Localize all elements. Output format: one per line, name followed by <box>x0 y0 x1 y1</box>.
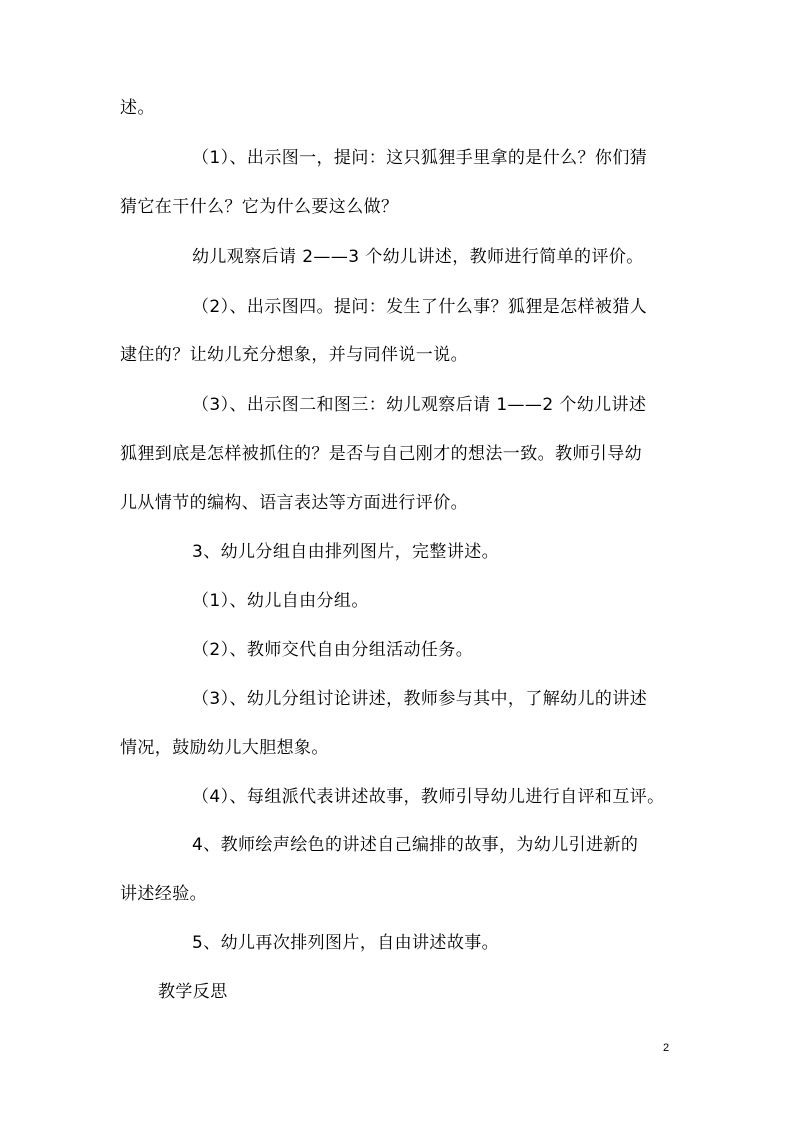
page-number: 2 <box>663 1042 670 1054</box>
text-line-2: （1）、出示图一，提问：这只狐狸手里拿的是什么？你们猜 <box>192 148 648 168</box>
text-line-12: （2）、教师交代自由分组活动任务。 <box>192 640 474 660</box>
text-line-5: （2）、出示图四。提问：发生了什么事？狐狸是怎样被猎人 <box>192 297 648 317</box>
text-line-1: 述。 <box>120 98 155 118</box>
text-line-6: 逮住的？让幼儿充分想象，并与同伴说一说。 <box>120 345 468 365</box>
text-line-8: 狐狸到底是怎样被抓住的？是否与自己刚才的想法一致。教师引导幼 <box>120 444 642 464</box>
text-line-18: 5、幼儿再次排列图片，自由讲述故事。 <box>192 933 500 953</box>
text-line-17: 讲述经验。 <box>120 884 207 904</box>
text-line-9: 儿从情节的编构、语言表达等方面进行评价。 <box>120 493 468 513</box>
text-line-7: （3）、出示图二和图三：幼儿观察后请 1——2 个幼儿讲述 <box>192 395 647 415</box>
text-line-4: 幼儿观察后请 2——3 个幼儿讲述，教师进行简单的评价。 <box>192 247 644 267</box>
text-line-15: （4）、每组派代表讲述故事，教师引导幼儿进行自评和互评。 <box>192 787 665 807</box>
text-line-13: （3）、幼儿分组讨论讲述，教师参与其中，了解幼儿的讲述 <box>192 689 648 709</box>
text-line-3: 猜它在干什么？它为什么要这么做？ <box>120 197 399 217</box>
text-line-10: 3、幼儿分组自由排列图片，完整讲述。 <box>192 542 500 562</box>
text-line-11: （1）、幼儿自由分组。 <box>192 591 369 611</box>
text-line-14: 情况，鼓励幼儿大胆想象。 <box>120 738 329 758</box>
text-line-16: 4、教师绘声绘色的讲述自己编排的故事，为幼儿引进新的 <box>192 835 639 855</box>
section-heading-reflection: 教学反思 <box>158 982 228 1002</box>
